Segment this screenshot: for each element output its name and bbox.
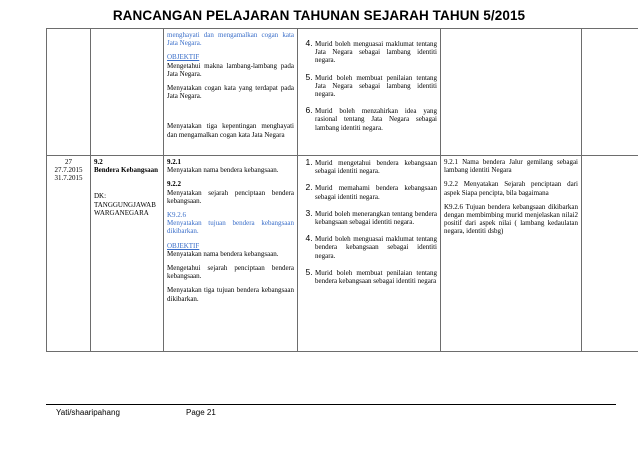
table-row (47, 29, 638, 156)
standard-text: Menyatakan nama bendera kebangsaan. (167, 166, 279, 175)
standard-code: 9.2.1 (167, 158, 181, 166)
list-item: 6. Murid boleh menzahirkan idea yang rasional tentang Jata Negara sebagai lambang identiti negara. (315, 106, 437, 132)
standard-code: K9.2.6 (167, 211, 187, 220)
list-item: 1. Murid mengetahui bendera kebangsaan sebagai identiti negara. (315, 158, 437, 175)
objective-text: Mengetahui makna lambang-lambang pada Jata Negara. (167, 61, 294, 78)
notes-cell (441, 29, 582, 156)
objective-text: Mengetahui sejarah penciptaan bendera kebangsaan. (167, 264, 294, 281)
dk-value: TANGGUNGJAWAB WARGANEGARA (94, 200, 156, 217)
week-number: 27 (65, 158, 72, 166)
dk-label: DK: (94, 192, 107, 201)
notes-cell (441, 156, 582, 352)
remarks-cell (582, 156, 638, 352)
objective-text: Menyatakan tiga kepentingan menghayati dan mengamalkan cogan kata Jata Negara (167, 122, 294, 139)
footer-page-number: Page 21 (186, 408, 216, 417)
standard-code: 9.2.2 (167, 180, 181, 189)
learning-standard-cell (164, 156, 298, 352)
topic-cell (91, 156, 164, 352)
list-item: 4. Murid boleh menguasai maklumat tentang Jata Negara sebagai lambang identiti negara. (315, 39, 437, 65)
objektif-label: OBJEKTIF (167, 241, 200, 250)
list-item: 4. Murid boleh menguasai maklumat tentang bendera kebangsaan sebagai identiti negara. (315, 234, 437, 260)
standard-text: Menyatakan sejarah penciptaan bendera kebangsaan. (167, 188, 294, 205)
standard-text: menghayati dan mengamalkan cogan kata Jata Negara. (167, 31, 294, 48)
page-footer (46, 404, 616, 417)
topic-name: Bendera Kebangsaan (94, 166, 158, 175)
table-row (47, 156, 638, 352)
list-item: 3. Murid boleh menerangkan tentang bendera kebangsaan sebagai identiti negara. (315, 209, 437, 226)
date-end: 31.7.2015 (54, 174, 83, 183)
lesson-plan-table (46, 28, 638, 352)
performance-cell (298, 29, 441, 156)
week-cell (47, 156, 91, 352)
remarks-cell (582, 29, 638, 156)
topic-code: 9.2 (94, 158, 103, 166)
note-text: 9.2.2 Menyatakan Sejarah penciptaan dari aspek Siapa pencipta, bila bagaimana (444, 180, 578, 197)
objective-text: Menyatakan cogan kata yang terdapat pada Jata Negara. (167, 84, 294, 101)
standard-text: Menyatakan tujuan bendera kebangsaan dikibarkan. (167, 219, 294, 236)
objektif-label: OBJEKTIF (167, 53, 200, 62)
learning-standard-cell (164, 29, 298, 156)
week-cell (47, 29, 91, 156)
list-item: 5. Murid boleh membuat penilaian tentang bendera kebangsaan sebagai identiti negara (315, 268, 437, 285)
objective-text: Menyatakan nama bendera kebangsaan. (167, 249, 279, 258)
note-text: K9.2.6 Tujuan bendera kebangsaan dikibarkan dengan membimbing murid menjelaskan nilai2 positif dari aspek nilai ( lambang kedaulatan negara, identiti dsbg) (444, 202, 578, 236)
topic-cell (91, 29, 164, 156)
date-start: 27.7.2015 (54, 166, 83, 175)
objective-text: Menyatakan tiga tujuan bendera kebangsaan dikibarkan. (167, 286, 294, 303)
list-item: 5. Murid boleh membuat penilaian tentang Jata Negara sebagai lambang identiti negara. (315, 73, 437, 99)
performance-cell (298, 156, 441, 352)
list-item: 2. Murid memahami bendera kebangsaan sebagai identiti negara. (315, 183, 437, 200)
note-text: 9.2.1 Nama bendera Jalur gemilang sebagai lambang identiti Negara (444, 158, 578, 175)
page-title: RANCANGAN PELAJARAN TAHUNAN SEJARAH TAHUN 5/2015 (112, 8, 526, 23)
footer-author: Yati/shaaripahang (56, 408, 120, 417)
